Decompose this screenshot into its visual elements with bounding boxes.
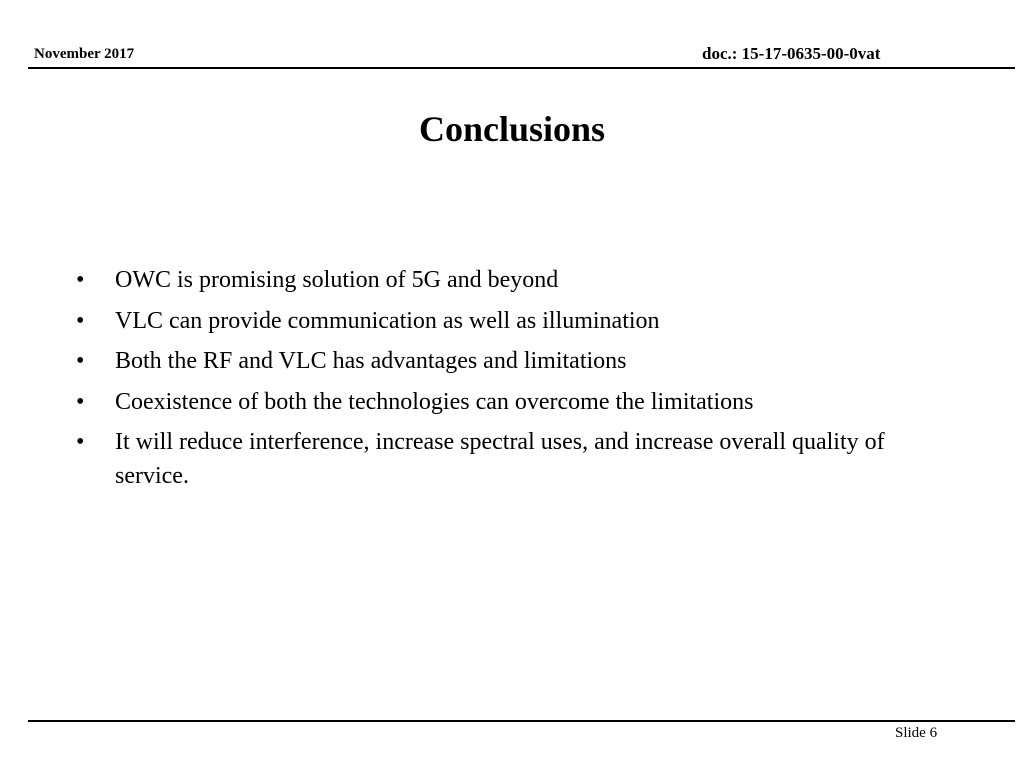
bullet-text: Both the RF and VLC has advantages and limitations (115, 348, 627, 374)
slide-title: Conclusions (418, 109, 606, 149)
bullet-icon: • (76, 267, 85, 293)
bullet-text: Coexistence of both the technologies can overcome the limitations (115, 388, 754, 415)
bullet-item (76, 263, 956, 297)
header-divider (28, 67, 1015, 69)
bullet-item (76, 304, 956, 338)
bullet-icon: • (76, 388, 85, 415)
bullet-item (76, 344, 956, 378)
footer-divider (28, 720, 1015, 722)
header-date: November 2017 (34, 46, 135, 62)
bullet-item (76, 385, 956, 419)
bullet-text: It will reduce interference, increase spectral uses, and increase overall quality of service. (115, 429, 885, 489)
bullet-list (76, 263, 956, 500)
bullet-icon: • (76, 307, 85, 334)
header-doc-id: doc.: 15-17-0635-00-0vat (702, 44, 881, 63)
slide-number: Slide 6 (895, 725, 938, 741)
bullet-icon: • (76, 429, 85, 455)
bullet-icon: • (76, 348, 85, 374)
bullet-text: VLC can provide communication as well as illumination (115, 307, 660, 334)
bullet-text: OWC is promising solution of 5G and beyond (115, 267, 559, 293)
bullet-item (76, 425, 956, 493)
